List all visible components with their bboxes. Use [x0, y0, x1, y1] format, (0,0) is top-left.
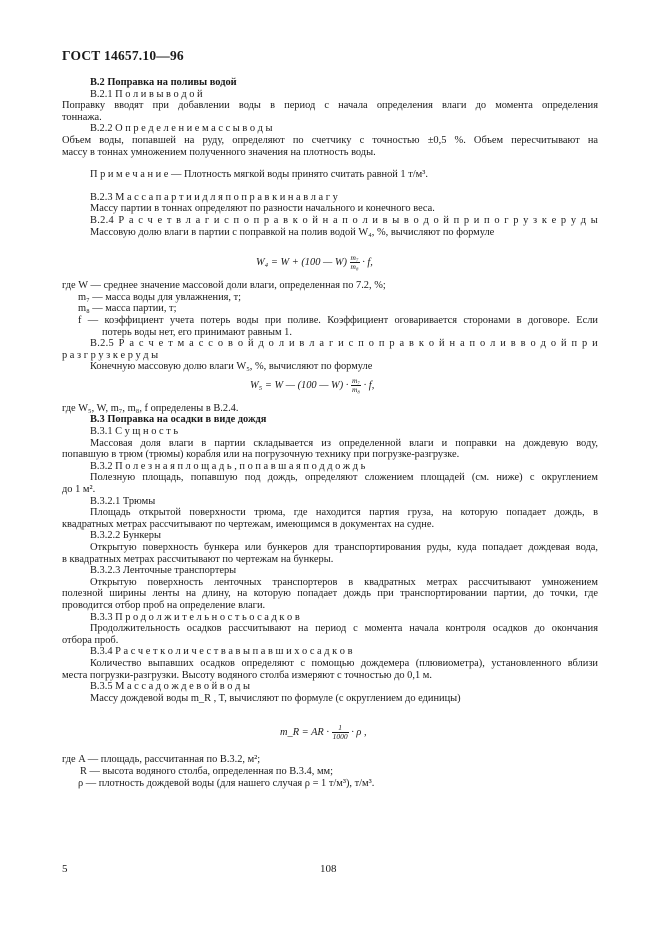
definition: потерь воды нет, его принимают равным 1.: [102, 326, 292, 338]
paragraph: Массу партии в тоннах определяют по разности начального и конечного веса.: [90, 203, 435, 215]
paragraph: полезной ширины ленты на длину, на которую попадает дождь при транспортировании партии, до точки, где: [62, 588, 598, 600]
formula-fraction: [351, 377, 361, 394]
formula-mr: [90, 704, 598, 754]
definition: ρ — плотность дождевой воды (для нашего случая ρ = 1 т/м³), т/м³.: [78, 777, 375, 789]
fraction-numerator: m₇: [350, 253, 359, 263]
fraction-numerator: m₇: [351, 375, 360, 385]
subsection-title: В.2.2 О п р е д е л е н и е м а с с ы в о д ы: [90, 123, 273, 135]
formula-fraction: [332, 724, 349, 741]
paragraph: Массу дождевой воды m_R , T, вычисляют по формуле (с округлением до единицы): [90, 692, 461, 704]
paragraph: места погрузки-разгрузки. Высоту водяного столба измеряют с точностью до 0,1 м.: [62, 669, 432, 681]
formula-tail: · f,: [363, 379, 375, 391]
subsection-title: р а з г р у з к е р у д ы: [62, 349, 159, 361]
formula-fraction: [350, 254, 360, 271]
subsection-title: В.3.5 М а с с а д о ж д е в о й в о д ы: [90, 681, 250, 693]
subsection-title: В.3.2.3 Ленточные транспортеры: [90, 565, 237, 577]
paragraph: тоннажа.: [62, 111, 102, 123]
definitions-list: [62, 754, 598, 789]
paragraph: Открытую поверхность ленточных транспортеров в квадратных метрах рассчитывают умножением: [90, 576, 598, 588]
subsection-title: В.2.4 Р а с ч е т в л а г и с п о п р а в к о й н а п о л и в ы в о д о й п р и п о г р у з к е р у д ы: [90, 214, 598, 226]
paragraph: попавшую в трюм (трюмы) корабля или на погрузочную технику при погрузке-разгрузке.: [62, 449, 460, 461]
definition: m₈ — масса партии, т;: [78, 303, 177, 315]
paragraph: Массовая доля влаги в партии складывается из определенной влаги и поправки на дождевую воду,: [90, 437, 598, 449]
document-header: ГОСТ 14657.10—96: [62, 48, 184, 63]
paragraph: Продолжительность осадков рассчитывают на период с момента начала контроля осадков до окончания: [90, 623, 598, 635]
page-number-center: 108: [320, 863, 337, 875]
paragraph: до 1 м².: [62, 484, 96, 496]
subsection-title: В.2.1 П о л и в ы в о д о й: [90, 88, 203, 100]
formula-lhs: m_R = AR ·: [280, 727, 329, 739]
paragraph: Площадь открытой поверхности трюма, где находится партия груза, на которую попадает дождь, в: [90, 507, 598, 519]
subsection-title: В.3.1 С у щ н о с т ь: [90, 426, 179, 438]
formula-tail: · f,: [362, 257, 373, 269]
paragraph: Количество выпавших осадков определяют с помощью дождемера (плювиометра), установленного вблизи: [90, 657, 598, 669]
document-body: [62, 77, 598, 789]
fraction-denominator: m₈: [350, 262, 359, 272]
paragraph: проводится отбор проб на определение влаги.: [62, 599, 266, 611]
paragraph: Поправку вводят при добавлении воды в период с начала определения влаги до момента определения: [62, 100, 598, 112]
paragraph: квадратных метрах рассчитывают по чертежам, имеющимся в документах на судне.: [62, 518, 435, 530]
definition: где W — среднее значение массовой доли влаги, определенная по 7.2, %;: [62, 280, 386, 292]
formula-w4: [90, 238, 598, 280]
definition: m₇ — масса воды для увлажнения, т;: [78, 291, 242, 303]
subsection-title: В.3.4 Р а с ч е т к о л и ч е с т в а в ы п а в ш и х о с а д к о в: [90, 646, 353, 658]
definitions-list: [62, 280, 598, 338]
paragraph: Объем воды, попавшей на руду, определяют по счетчику с точностью ±0,5 %. Объем пересчитывают на: [62, 134, 598, 146]
section-heading-b2: В.2 Поправка на поливы водой: [90, 77, 237, 88]
fraction-denominator: m₈: [351, 384, 360, 394]
formula-lhs: W₅ = W — (100 — W) ·: [250, 379, 349, 391]
definition: где A — площадь, рассчитанная по В.3.2, м²;: [62, 754, 261, 766]
definition: где W₅, W, m₇, m₈, f определены в В.2.4.: [62, 402, 239, 414]
paragraph: отбора проб.: [62, 634, 119, 646]
note: П р и м е ч а н и е — Плотность мягкой воды принято считать равной 1 т/м³.: [90, 169, 428, 181]
paragraph: Массовую долю влаги в партии с поправкой на полив водой W₄, %, вычисляют по формуле: [90, 226, 495, 238]
subsection-title: В.3.2 П о л е з н а я п л о щ а д ь , п о п а в ш а я п о д д о ж д ь: [90, 460, 366, 472]
page-number-left: 5: [62, 863, 68, 875]
fraction-numerator: 1: [332, 724, 349, 733]
fraction-denominator: 1000: [332, 732, 348, 742]
paragraph: в квадратных метрах рассчитывают по чертежам на бункеры.: [62, 553, 334, 565]
definition: R — высота водяного столба, определенная по В.3.4, мм;: [80, 765, 333, 777]
subsection-title: В.3.2.1 Трюмы: [90, 495, 156, 507]
paragraph: массу в тоннах умножением полученного значения на плотность воды.: [62, 146, 376, 158]
section-heading-b3: В.3 Поправка на осадки в виде дождя: [90, 414, 267, 426]
subsection-title: В.3.2.2 Бункеры: [90, 530, 161, 542]
paragraph: Полезную площадь, попавшую под дождь, определяют сложением площадей (см. ниже) с округлением: [90, 472, 598, 484]
formula-lhs: W₄ = W + (100 — W): [256, 257, 347, 269]
formula-w5: [90, 373, 598, 403]
paragraph: Открытую поверхность бункера или бункеров для транспортирования руды, куда попадает дождевая вода,: [90, 542, 598, 553]
subsection-title: В.2.3 М а с с а п а р т и и д л я п о п р а в к и н а в л а г у: [90, 191, 338, 203]
subsection-title: В.3.3 П р о д о л ж и т е л ь н о с т ь о с а д к о в: [90, 611, 300, 623]
subsection-title: В.2.5 Р а с ч е т м а с с о в о й д о л и в л а г и с п о п р а в к о й н а п о л и в в о д о й п р и: [90, 338, 598, 350]
paragraph: Конечную массовую долю влаги W₅, %, вычисляют по формуле: [90, 361, 373, 373]
definition: f — коэффициент учета потерь воды при поливе. Коэффициент оговаривается сторонами в договоре. Если: [78, 314, 598, 326]
formula-tail: · ρ ,: [351, 727, 367, 739]
